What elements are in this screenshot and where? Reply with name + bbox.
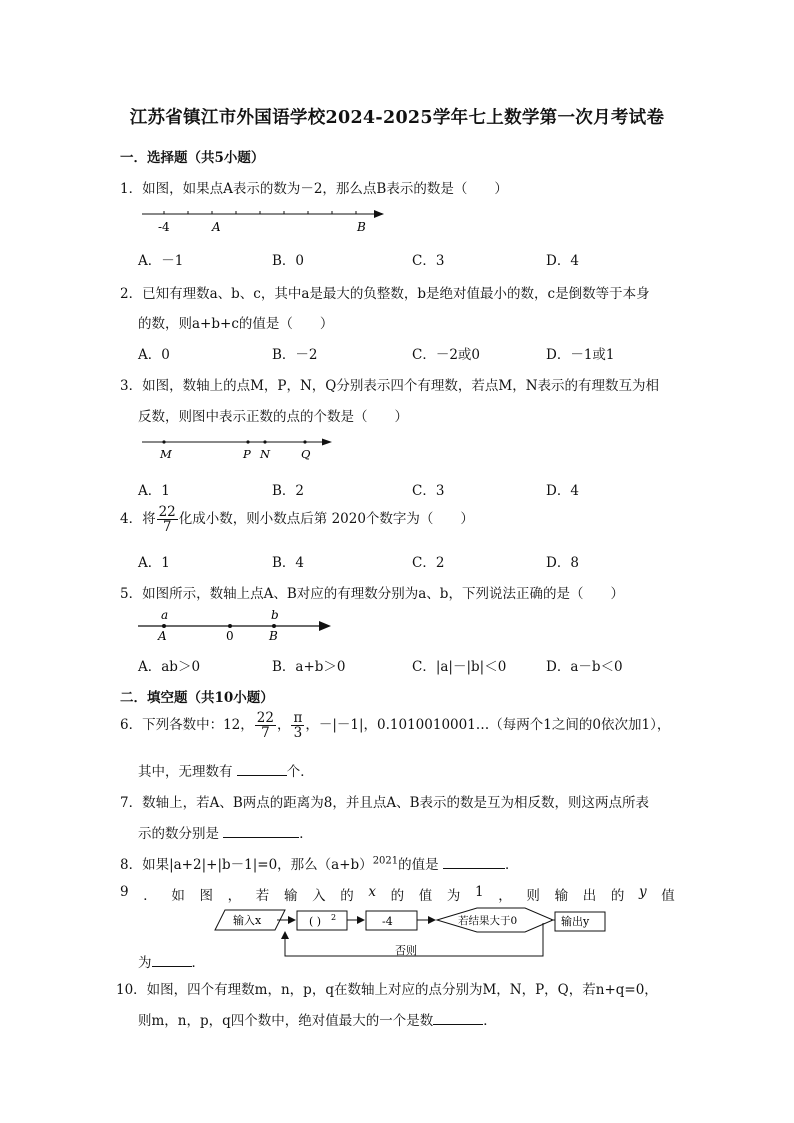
q4-option-c: C．2 (412, 555, 445, 571)
q1-number-line (140, 205, 400, 235)
q3-label-P: P (243, 447, 251, 461)
q1-option-d: D．4 (546, 253, 579, 269)
q5-option-b: B．a+b＞0 (272, 659, 346, 675)
flow-input-label: 输入x (233, 914, 262, 927)
q5-option-a: A．ab＞0 (138, 659, 201, 675)
q3-label-N: N (260, 447, 271, 461)
page-title: 江苏省镇江市外国语学校2024-2025学年七上数学第一次月考试卷 (129, 108, 665, 128)
q5-number-line (138, 606, 338, 644)
q4-option-a: A．1 (138, 555, 170, 571)
q5-option-d: D．a－b＜0 (546, 659, 623, 675)
question-5-stem: 5．如图所示，数轴上点A、B对应的有理数分别为a、b，下列说法正确的是（ ） (120, 586, 624, 602)
q6-answer-blank[interactable] (237, 763, 287, 776)
question-2-stem-line2: 的数，则a+b+c的值是（ ） (138, 316, 334, 332)
question-10-stem-line1: 10．如图，四个有理数m，n，p，q在数轴上对应的点分别为M，N，P，Q，若n+q=0， (116, 982, 658, 998)
question-7-stem-line1: 7．数轴上，若A、B两点的距离为8，并且点A、B表示的数是互为相反数，则这两点所表 (120, 795, 650, 811)
q5-label-b: b (271, 608, 279, 622)
question-6-stem-line2: 其中，无理数有 个． (138, 764, 314, 780)
section-heading-choice: 一．选择题（共5小题） (120, 150, 265, 166)
q1-label-A: A (212, 220, 221, 234)
flow-square-exponent: 2 (331, 913, 337, 922)
question-3-stem-line1: 3．如图，数轴上的点M，P，N，Q分别表示四个有理数，若点M，N表示的有理数互为相 (120, 378, 660, 394)
q4-fraction: $\frac{22}{7}$ (158, 504, 176, 536)
q6-fraction-pi-3: $\frac{\pi}{3}$ (293, 710, 303, 742)
question-10-stem-line2: 则m，n，p，q四个数中，绝对值最大的一个是数 ． (138, 1013, 497, 1029)
question-3-stem-line2: 反数，则图中表示正数的点的个数是（ ） (138, 409, 408, 425)
q5-label-zero: 0 (226, 629, 234, 643)
flow-else-label: 否则 (395, 944, 417, 957)
question-8-stem: 8．如果|a+2|+|b－1|=0，那么$(a+b)^{2021}$的值是 ． (120, 855, 519, 873)
q3-label-M: M (160, 447, 172, 461)
q2-option-b: B．－2 (272, 347, 318, 363)
q6-fraction-22-7: $\frac{22}{7}$ (256, 710, 274, 742)
flow-condition-label: 若结果大于0 (458, 915, 518, 927)
question-1-stem: 1．如图，如果点A表示的数为－2，那么点B表示的数是（ ） (120, 181, 508, 197)
question-9-stem-line2: 为 ． (138, 955, 205, 971)
q9-answer-blank[interactable] (152, 954, 192, 967)
q1-option-a: A．－1 (138, 253, 184, 269)
q2-option-c: C．－2或0 (412, 347, 481, 363)
question-4-stem: 4．将 $\frac{22}{7}$ 化成小数，则小数点后第 2020个数字为（ ） (120, 504, 474, 536)
q1-option-b: B．0 (272, 253, 305, 269)
q3-label-Q: Q (301, 447, 311, 461)
q4-option-d: D．8 (546, 555, 579, 571)
q10-answer-blank[interactable] (433, 1012, 483, 1025)
question-2-stem-line1: 2．已知有理数a、b、c，其中a是最大的负整数，b是绝对值最小的数，c是倒数等于本身 (120, 286, 650, 302)
flow-output-label: 输出y (561, 915, 590, 928)
q1-label-B: B (357, 220, 366, 234)
question-7-stem-line2: 示的数分别是 ． (138, 826, 313, 842)
q5-option-c: C．|a|－|b|＜0 (412, 659, 507, 675)
q3-option-d: D．4 (546, 483, 579, 499)
flow-square-box (297, 911, 347, 930)
q2-option-d: D．－1或1 (546, 347, 615, 363)
section-heading-fill: 二．填空题（共10小题） (120, 690, 274, 706)
q3-option-a: A．1 (138, 483, 170, 499)
q3-option-b: B．2 (272, 483, 305, 499)
q2-option-a: A．0 (138, 347, 170, 363)
q9-flowchart (215, 907, 615, 967)
q5-label-B: B (269, 629, 278, 643)
q7-answer-blank[interactable] (223, 825, 299, 838)
q5-label-a: a (161, 608, 169, 622)
q1-option-c: C．3 (412, 253, 445, 269)
q4-option-b: B．4 (272, 555, 305, 571)
question-9-stem-line1: 9 ． 如 图 ， 若 输 入 的 x 的 值 为 1 ， 则 输 出 的 y 值 (120, 884, 675, 904)
q5-label-A: A (158, 629, 167, 643)
question-6-stem-line1: 6．下列各数中：12， $\frac{22}{7}$ ， $\frac{\pi}{3}$ ，－|－1|，0.1010010001…（每两个1之间的0依次加1）， (120, 710, 671, 742)
q8-answer-blank[interactable] (443, 856, 505, 869)
q1-label-minus4: -4 (158, 220, 170, 234)
q3-option-c: C．3 (412, 483, 445, 499)
flow-minus4-label: -4 (382, 915, 393, 928)
flow-square-label: ( ) (309, 915, 322, 928)
q3-number-line (140, 434, 340, 464)
